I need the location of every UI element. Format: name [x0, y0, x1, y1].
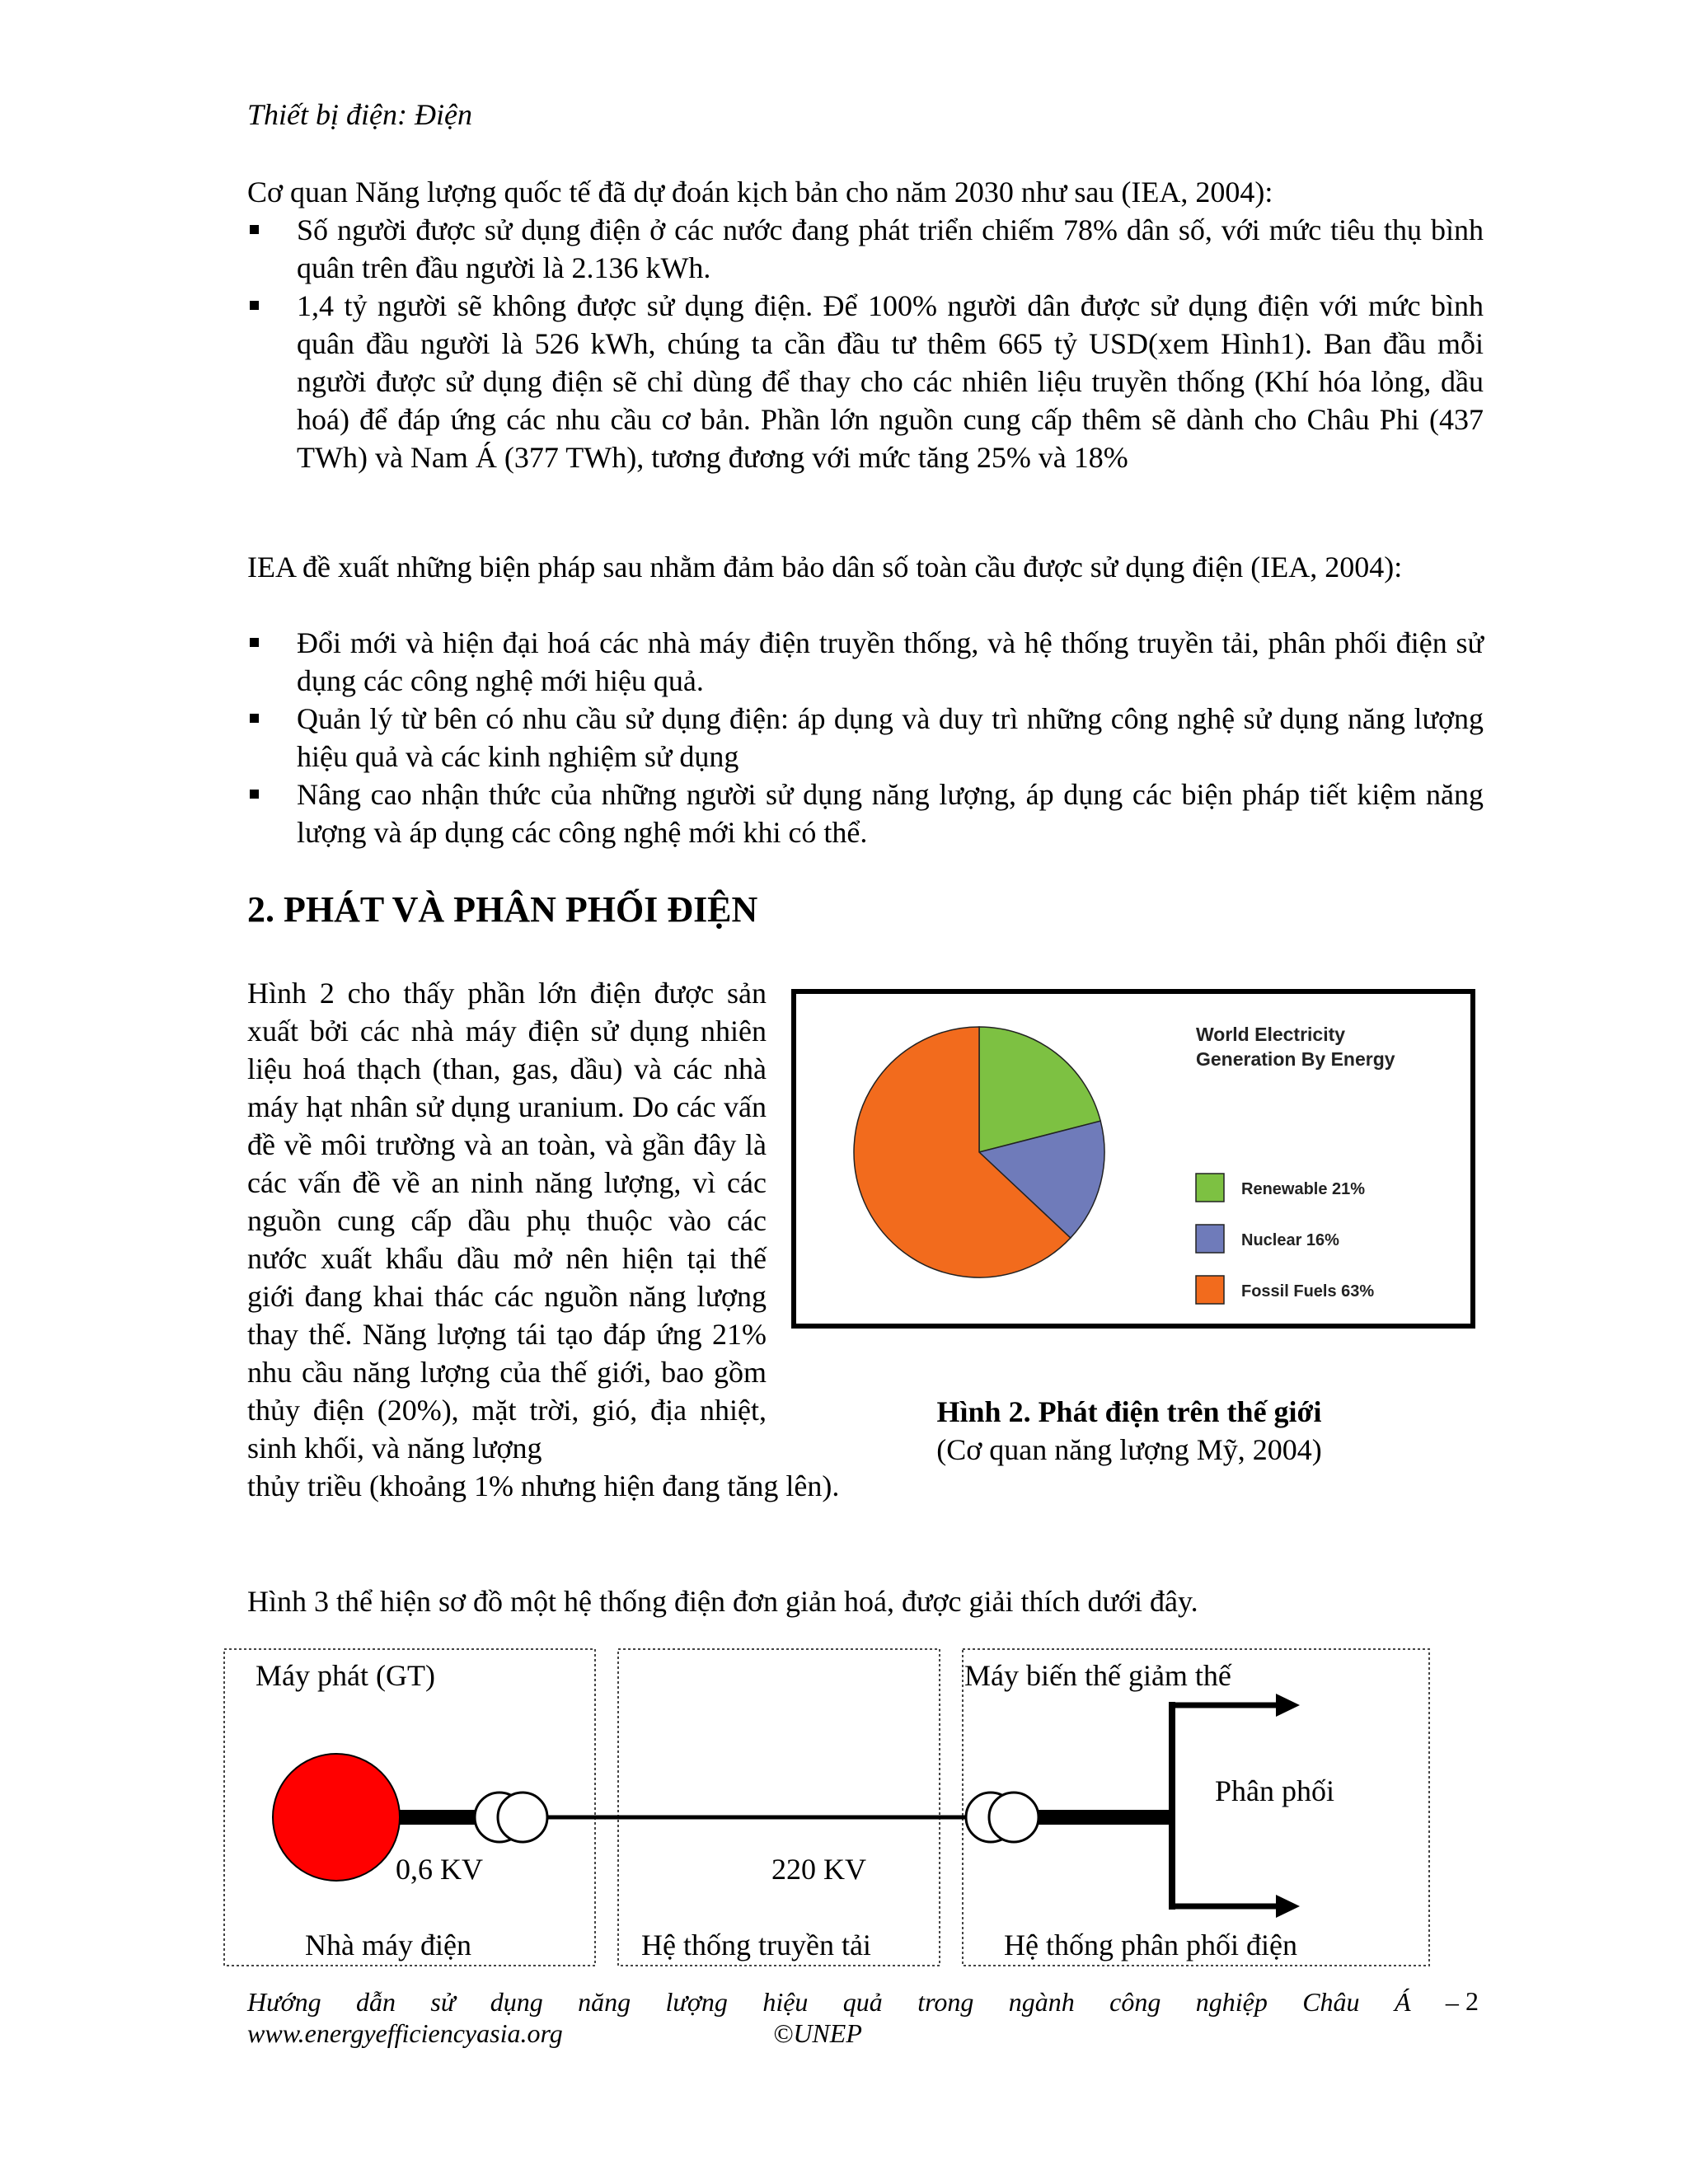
footer-copyright: ©UNEP — [773, 2018, 862, 2048]
step-up-transformer-icon — [498, 1793, 547, 1842]
footer-word: ngành — [1008, 1987, 1075, 2017]
figure3-intro: Hình 3 thể hiện sơ đồ một hệ thống điện đơn giản hoá, được giải thích dưới đây. — [247, 1585, 1198, 1618]
generator-label: Máy phát (GT) — [256, 1659, 435, 1692]
square-bullet-icon — [250, 714, 259, 723]
square-bullet-icon — [250, 790, 259, 799]
footer-word: Châu — [1302, 1987, 1360, 2017]
section2-intro: IEA đề xuất những biện pháp sau nhằm đảm bảo dân số toàn cầu được sử dụng điện (IEA, 2004): — [247, 551, 1403, 583]
distribution-system-label: Hệ thống phân phối điện — [1004, 1929, 1297, 1961]
transmission-box — [618, 1649, 940, 1966]
footer-word: công — [1109, 1987, 1161, 2017]
transmission-label: Hệ thống truyền tải — [641, 1929, 871, 1961]
list-item: 1,4 tỷ người sẽ không được sử dụng điện. Để 100% người dân được sử dụng điện với mức bình quân đầu người là 526 kWh, chúng ta cần đầu tư thêm 665 tỷ USD(xem Hình1). Ban đầu mỗi người được sử dụng điện sẽ chỉ dùng để thay cho các nhiên liệu truyền thống (Khí hóa lỏng, dầu hoá) để đáp ứng các nhu cầu cơ bản. Phần lớn nguồn cung cấp thêm sẽ dành cho Châu Phi (437 TWh) và Nam Á (377 TWh), tương đương với mức tăng 25% và 18% — [247, 287, 1484, 476]
list-item: Quản lý từ bên có nhu cầu sử dụng điện: áp dụng và duy trì những công nghệ sử dụng năng lượng hiệu quả và các kinh nghiệm sử dụng — [247, 700, 1484, 776]
page-number: 2 — [1465, 1986, 1479, 2016]
footer-guide-title — [247, 1986, 1459, 2018]
section2-bullet-list — [247, 624, 1484, 851]
section1-bullet-list — [247, 211, 1484, 476]
running-title: Thiết bị điện: Điện — [247, 98, 472, 131]
footer-word: – — [1445, 1987, 1459, 2017]
figure2-caption-source: (Cơ quan năng lượng Mỹ, 2004) — [936, 1433, 1322, 1466]
footer-word: dẫn — [356, 1987, 396, 2017]
generator-busbar — [399, 1810, 475, 1825]
legend-label: Nuclear 16% — [1241, 1231, 1339, 1249]
low-voltage-label: 0,6 KV — [396, 1853, 483, 1886]
figure2-caption-title: Hình 2. Phát điện trên thế giới — [936, 1395, 1322, 1428]
list-item: Số người được sử dụng điện ở các nước đang phát triển chiếm 78% dân số, với mức tiêu thụ bình quân trên đầu người là 2.136 kWh. — [247, 211, 1484, 287]
footer-word: lượng — [665, 1987, 728, 2017]
footer-website: www.energyefficiencyasia.org — [247, 2018, 563, 2048]
generator-icon — [273, 1754, 400, 1881]
square-bullet-icon — [250, 301, 259, 310]
footer-word: sử — [430, 1987, 456, 2017]
footer-word: hiệu — [762, 1987, 809, 2017]
step-down-transformer-icon — [989, 1793, 1039, 1842]
legend-label: Renewable 21% — [1241, 1180, 1366, 1198]
figure2-body-text: Hình 2 cho thấy phần lớn điện được sản xuất bởi các nhà máy điện sử dụng nhiên liệu hoá thạch (than, gas, dầu) và các nhà máy hạt nhân sử dụng uranium. Do các vấn đề về môi trường và an toàn, và gần đây là các vấn đề về an ninh năng lượng, vì các nguồn cung cấp dầu phụ thuộc vào các nước xuất khẩu dầu mở nên hiện tại thế giới đang khai thác các nguồn năng lượng thay thế. Năng lượng tái tạo đáp ứng 21% nhu cầu năng lượng của thế giới, bao gồm thủy điện (20%), mặt trời, gió, địa nhiệt, sinh khối, và năng lượng thủy triều (khoảng 1% nhưng hiện đang tăng lên). — [247, 977, 840, 1502]
legend-swatch — [1196, 1276, 1224, 1304]
figure2-caption — [890, 1393, 1368, 1469]
step-down-label: Máy biến thế giảm thế — [964, 1659, 1231, 1692]
section-heading: 2. PHÁT VÀ PHÂN PHỐI ĐIỆN — [247, 889, 758, 930]
square-bullet-icon — [250, 638, 259, 647]
list-item: Đổi mới và hiện đại hoá các nhà máy điện truyền thống, và hệ thống truyền tải, phân phối điện sử dụng các công nghệ mới hiệu quả. — [247, 624, 1484, 700]
pie-chart — [796, 994, 1470, 1324]
square-bullet-icon — [250, 225, 259, 234]
footer-word: trong — [917, 1987, 974, 2017]
footer-word: Á — [1394, 1987, 1411, 2017]
chart-title-line-2: Generation By Energy — [1196, 1048, 1395, 1070]
footer-word: quả — [842, 1987, 883, 2017]
distribution-label: Phân phối — [1215, 1774, 1335, 1807]
pie-chart-frame — [791, 989, 1475, 1329]
list-item: Nâng cao nhận thức của những người sử dụng năng lượng, áp dụng các biện pháp tiết kiệm năng lượng và áp dụng các công nghệ mới khi có thể. — [247, 776, 1484, 851]
chart-title-line-1: World Electricity — [1196, 1024, 1346, 1045]
distribution-busbar — [1039, 1810, 1172, 1825]
footer-word: năng — [578, 1987, 631, 2017]
arrow-right-icon — [1276, 1895, 1300, 1918]
power-plant-label: Nhà máy điện — [305, 1929, 471, 1961]
legend-swatch — [1196, 1225, 1224, 1253]
footer-word: dụng — [490, 1987, 543, 2017]
section1-intro: Cơ quan Năng lượng quốc tế đã dự đoán kịch bản cho năm 2030 như sau (IEA, 2004): — [247, 176, 1273, 209]
legend-label: Fossil Fuels 63% — [1241, 1282, 1375, 1301]
footer-word: nghiệp — [1195, 1987, 1268, 2017]
page-footer — [247, 1986, 1459, 2049]
power-system-diagram — [216, 1644, 1436, 1974]
high-voltage-label: 220 KV — [771, 1853, 866, 1886]
arrow-right-icon — [1276, 1694, 1300, 1717]
legend-swatch — [1196, 1174, 1224, 1202]
footer-word: Hướng — [247, 1987, 321, 2017]
